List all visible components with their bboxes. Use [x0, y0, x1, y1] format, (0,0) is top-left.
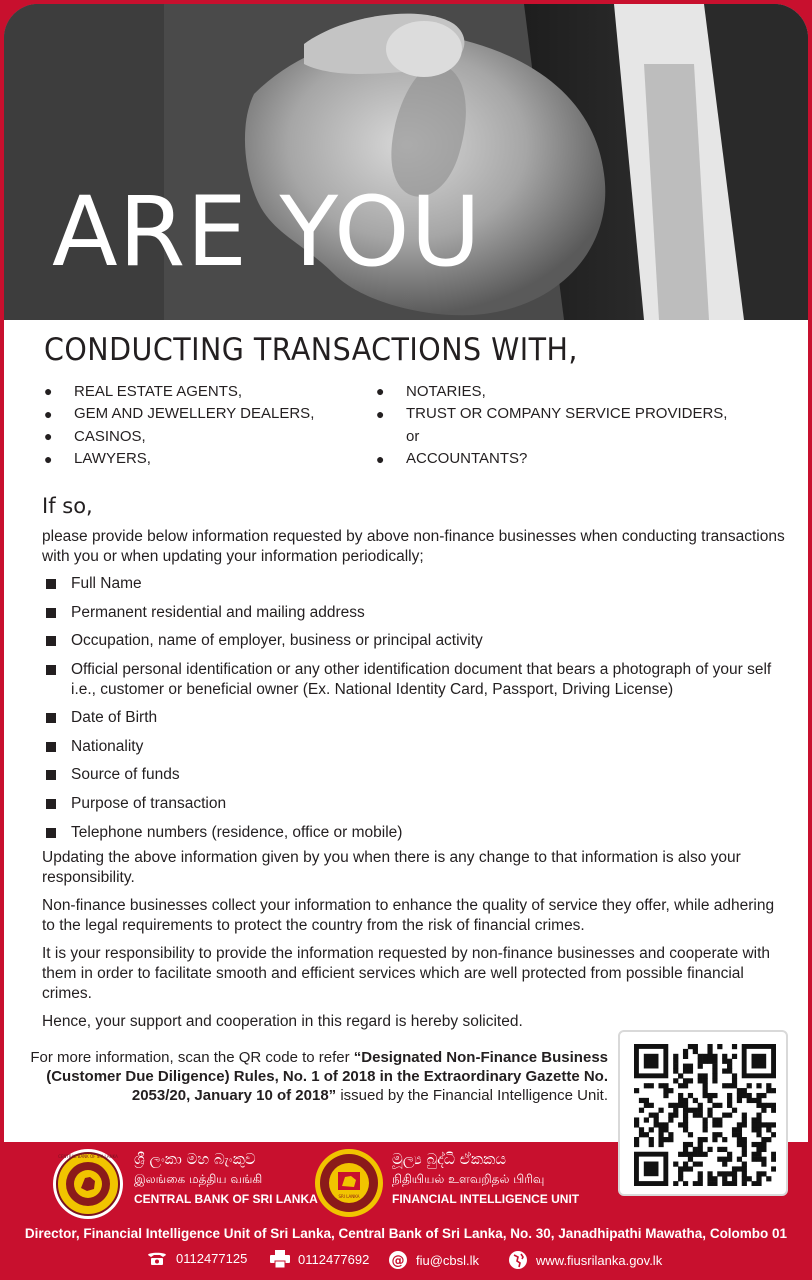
cbsl-seal-text: CENTRAL BANK OF SRI LANKA	[58, 1154, 118, 1159]
if-so-heading: If so,	[42, 494, 93, 518]
list-item: ● GEM AND JEWELLERY DEALERS,	[44, 405, 315, 423]
business-list-left	[44, 380, 314, 470]
list-item: ● ACCOUNTANTS?	[376, 450, 528, 468]
fiu-name-sinhala: මූල්‍ය බුද්ධි ඒකකය	[392, 1150, 507, 1168]
qr-code[interactable]	[618, 1030, 788, 1196]
business-list-right	[376, 380, 727, 470]
square-bullet-icon	[46, 799, 56, 809]
telephone-icon	[146, 1250, 168, 1266]
bullet-icon: ●	[44, 450, 53, 467]
square-bullet-icon	[46, 579, 56, 589]
website-contact[interactable]: www.fiusrilanka.gov.lk	[508, 1250, 662, 1270]
qr-code-icon	[634, 1044, 776, 1186]
hero-title: ARE YOU	[52, 176, 482, 288]
requirements-list	[44, 574, 804, 851]
fiu-name-block	[392, 1150, 579, 1209]
list-item: Nationality	[44, 737, 804, 766]
printer-icon	[270, 1250, 290, 1268]
list-item: ● LAWYERS,	[44, 450, 151, 468]
bullet-icon: ●	[44, 428, 53, 445]
list-item: ● NOTARIES,	[376, 382, 486, 400]
list-item: Full Name	[44, 574, 804, 603]
list-item: Date of Birth	[44, 708, 804, 737]
cbsl-seal-logo	[52, 1148, 124, 1220]
paragraph-responsibility: It is your responsibility to provide the information requested by non-finance businesses and cooperate with them in order to facilitate smooth and efficient services which are well protected from possible financial crimes.	[42, 945, 771, 1002]
list-connector: or	[406, 427, 420, 445]
intro-text: please provide below information requested by above non-finance businesses when conducting transactions with you or when updating your information periodically;	[42, 528, 785, 565]
at-sign-icon	[388, 1250, 408, 1270]
paragraph-update: Updating the above information given by you when there is any change to that information is also your responsibility.	[42, 849, 741, 886]
bullet-icon: ●	[44, 405, 53, 422]
email-contact[interactable]: @ fiu@cbsl.lk	[388, 1250, 479, 1270]
bullet-icon: ●	[376, 450, 385, 467]
list-item: Purpose of transaction	[44, 794, 804, 823]
list-item: Permanent residential and mailing address	[44, 603, 804, 632]
postal-address: Director, Financial Intelligence Unit of Sri Lanka, Central Bank of Sri Lanka, No. 30, Janadhipathi Mawatha, Colombo 01	[24, 1226, 788, 1241]
paragraph-purpose: Non-finance businesses collect your information to enhance the quality of service they offer, while adhering to the legal requirements to protect the country from the risk of financial crimes.	[42, 897, 775, 934]
list-item: Occupation, name of employer, business or principal activity	[44, 631, 804, 660]
bullet-icon: ●	[44, 383, 53, 400]
cbsl-name-block	[134, 1150, 318, 1209]
square-bullet-icon	[46, 770, 56, 780]
fiu-seal-logo	[314, 1148, 384, 1218]
bullet-icon: ●	[376, 405, 385, 422]
square-bullet-icon	[46, 742, 56, 752]
subtitle: CONDUCTING TRANSACTIONS WITH,	[44, 332, 578, 368]
list-item: Source of funds	[44, 765, 804, 794]
list-item: ● REAL ESTATE AGENTS,	[44, 382, 243, 400]
square-bullet-icon	[46, 828, 56, 838]
hero-photo	[4, 4, 808, 320]
fax-contact[interactable]: 0112477692	[270, 1250, 369, 1268]
cbsl-name-tamil: இலங்கை மத்திய வங்கி	[134, 1172, 263, 1186]
globe-icon	[508, 1250, 528, 1270]
more-info-text: For more information, scan the QR code to refer “Designated Non-Finance Business (Customer Due Diligence) Rules, No. 1 of 2018 in the Extraordinary Gazette No. 2053/20, January 10 of 2018” issued by the Financial Intelligence Unit.	[30, 1049, 608, 1104]
fiu-seal-text: SRI LANKA	[338, 1194, 360, 1199]
bullet-icon: ●	[376, 383, 385, 400]
list-item: ● CASINOS,	[44, 427, 146, 445]
contact-row	[0, 1250, 812, 1274]
content-card	[4, 4, 808, 1142]
list-item: ● TRUST OR COMPANY SERVICE PROVIDERS,	[376, 405, 728, 423]
list-item: Official personal identification or any other identification document that bears a photograph of your self i.e., customer or beneficial owner (Ex. National Identity Card, Passport, Driving License)	[44, 660, 804, 709]
fiu-name-tamil: நிதியியல் உளவறிதல் பிரிவு	[392, 1172, 545, 1186]
svg-text:@: @	[391, 1253, 405, 1269]
square-bullet-icon	[46, 665, 56, 675]
square-bullet-icon	[46, 608, 56, 618]
paragraph-solicit: Hence, your support and cooperation in this regard is hereby solicited.	[42, 1013, 523, 1030]
square-bullet-icon	[46, 713, 56, 723]
cbsl-name-sinhala: ශ්‍රී ලංකා මහ බැංකුව	[134, 1150, 256, 1168]
phone-contact[interactable]: 0112477125	[146, 1250, 247, 1266]
list-item: Telephone numbers (residence, office or mobile)	[44, 823, 804, 852]
fiu-name-english: FINANCIAL INTELLIGENCE UNIT	[392, 1192, 580, 1206]
square-bullet-icon	[46, 636, 56, 646]
cbsl-name-english: CENTRAL BANK OF SRI LANKA	[134, 1192, 318, 1206]
